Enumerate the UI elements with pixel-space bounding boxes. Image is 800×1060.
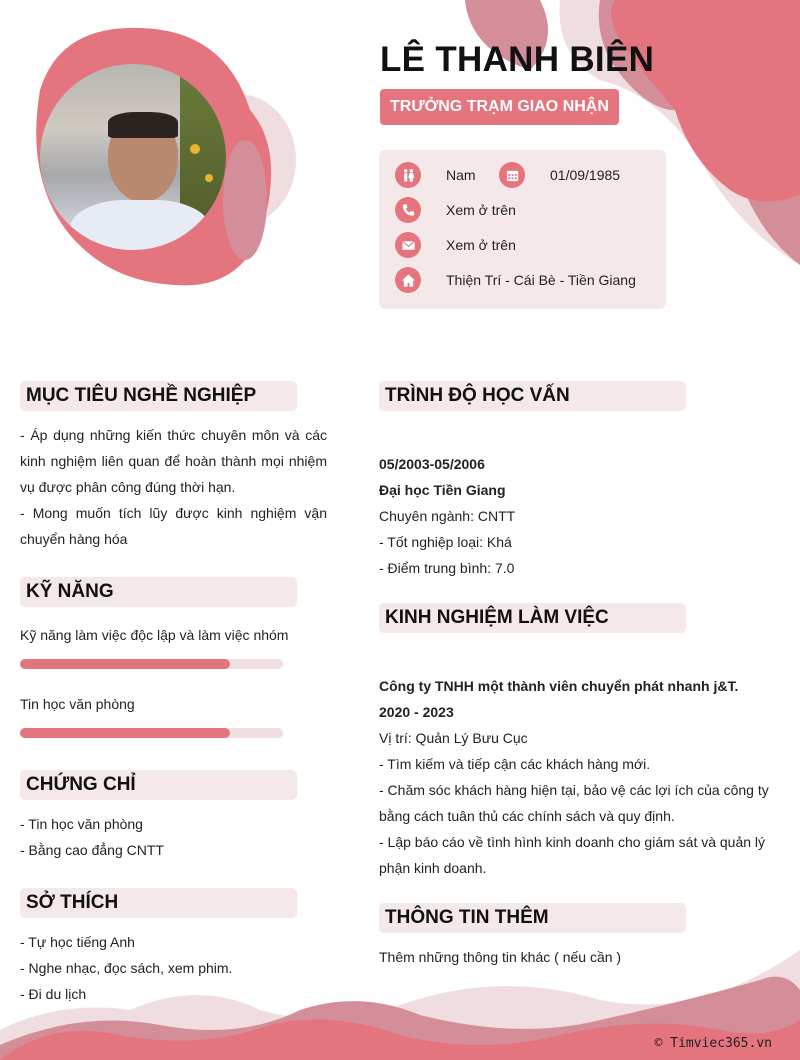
experience-company: Công ty TNHH một thành viên chuyển phát nhanh j&T. [379,678,739,694]
objective-line: - Áp dụng những kiến thức chuyên môn và các kinh nghiệm liên quan để hoàn thành mọi nhiệm vụ được phân công đúng thời hạn. [20,427,327,495]
experience-detail: Vị trí: Quản Lý Bưu Cục [379,730,528,746]
section-objective-title: MỤC TIÊU NGHỀ NGHIỆP [20,381,297,411]
email-value: Xem ở trên [446,237,516,253]
certificates-list [20,811,164,863]
education-period: 05/2003-05/2006 [379,456,485,472]
experience-period: 2020 - 2023 [379,704,454,720]
address-row [395,267,636,293]
education-school: Đại học Tiền Giang [379,482,506,498]
phone-value: Xem ở trên [446,202,516,218]
skill-label: Tin học văn phòng [20,696,135,712]
section-skills-title: KỸ NĂNG [20,577,297,607]
certificate-item: - Tin học văn phòng [20,816,143,832]
skill-bar-fill [20,659,230,669]
section-education-title: TRÌNH ĐỘ HỌC VẤN [379,381,686,411]
address-value: Thiện Trí - Cái Bè - Tiền Giang [446,272,636,288]
section-hobbies-title: SỞ THÍCH [20,888,297,918]
phone-row [395,197,516,223]
section-experience-title: KINH NGHIỆM LÀM VIỆC [379,603,686,633]
phone-icon [395,197,421,223]
experience-detail: - Tìm kiếm và tiếp cận các khách hàng mới. [379,756,651,772]
certificate-item: - Bằng cao đẳng CNTT [20,842,164,858]
gender-value: Nam [446,167,476,183]
birthday-row [499,162,620,188]
section-additional-title: THÔNG TIN THÊM [379,903,686,933]
gender-icon [395,162,421,188]
skill-label: Kỹ năng làm việc độc lập và làm việc nhóm [20,627,289,643]
section-certificates-title: CHỨNG CHỈ [20,770,297,800]
education-detail: - Điểm trung bình: 7.0 [379,560,515,576]
experience-detail: - Lập báo cáo về tình hình kinh doanh cho giám sát và quản lý phận kinh doanh. [379,834,766,876]
education-detail: Chuyên ngành: CNTT [379,508,516,524]
education-detail: - Tốt nghiệp loại: Khá [379,534,512,550]
education-content [379,451,779,581]
skill-bar [20,728,283,738]
gender-row [395,162,476,188]
calendar-icon [499,162,525,188]
email-icon [395,232,421,258]
email-row [395,232,516,258]
hobby-item: - Đi du lịch [20,986,87,1002]
avatar [40,64,226,250]
candidate-name: LÊ THANH BIÊN [380,40,655,79]
personal-info-box [379,150,666,309]
objective-line: - Mong muốn tích lũy được kinh nghiệm vận chuyển hàng hóa [20,505,327,547]
skill-bar [20,659,283,669]
hobby-item: - Tự học tiếng Anh [20,934,135,950]
additional-text: Thêm những thông tin khác ( nếu cần ) [379,949,622,965]
hobby-item: - Nghe nhạc, đọc sách, xem phim. [20,960,233,976]
home-icon [395,267,421,293]
birthday-value: 01/09/1985 [550,167,621,183]
objective-content [20,422,327,552]
experience-content [379,673,771,881]
skill-bar-fill [20,728,230,738]
position-badge: TRƯỞNG TRẠM GIAO NHẬN [380,89,619,125]
experience-detail: - Chăm sóc khách hàng hiện tại, bảo vệ các lợi ích của công ty bằng cách tuân thủ các chính sách và quy định. [379,782,769,824]
watermark: © Timviec365.vn [654,1036,772,1051]
hobbies-list [20,929,232,1007]
